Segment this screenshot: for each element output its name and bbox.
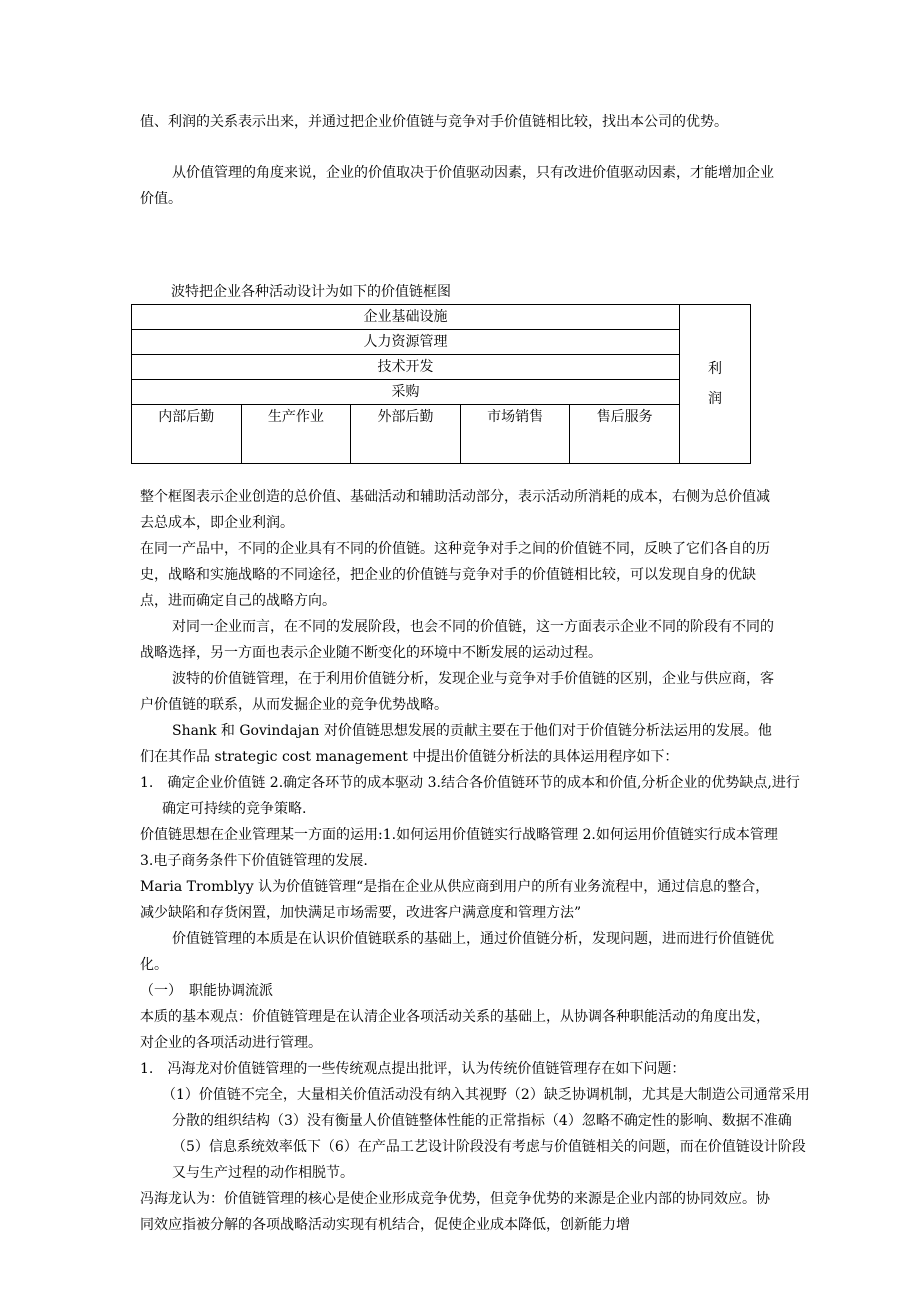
section-heading: （一） 职能协调流派 [140,983,273,999]
paragraph-body-8: Maria Tromblyy 认为价值链管理“是指在企业从供应商到用户的所有业务流程中，通过信息的整合，减少缺陷和存货闲置，加快满足市场需要，改进客户满意度和管理方法” [140,879,770,921]
primary-activity-operations: 生产作业 [241,405,351,464]
paragraph-intro-1: 值、利润的关系表示出来，并通过把企业价值链与竞争对手价值链相比较，找出本公司的优势。 [140,114,728,130]
support-activity-procurement: 采购 [132,380,680,405]
paragraph-body-14: 冯海龙认为：价值链管理的核心是使企业形成竞争优势，但竞争优势的来源是企业内部的协同效应。协同效应指被分解的各项战略活动实现有机结合，促使企业成本降低，创新能力增 [140,1191,770,1233]
primary-activity-inbound: 内部后勤 [132,405,242,464]
paragraph-body-4: 波特的价值链管理，在于利用价值链分析，发现企业与竞争对手价值链的区别，企业与供应商，客户价值链的联系，从而发掘企业的竞争优势战略。 [140,671,774,713]
paragraph-body-3: 对同一企业而言，在不同的发展阶段，也会不同的价值链，这一方面表示企业不同的阶段有不同的战略选择，另一方面也表示企业随不断变化的环境中不断发展的运动过程。 [140,619,774,661]
paragraph-body-11: 本质的基本观点：价值链管理是在认清企业各项活动关系的基础上，从协调各种职能活动的角度出发，对企业的各项活动进行管理。 [140,1009,770,1051]
profit-char-1: 利 [708,361,722,377]
value-chain-table [131,304,751,464]
primary-activity-service: 售后服务 [570,405,680,464]
paragraph-body-1: 整个框图表示企业创造的总价值、基础活动和辅助活动部分，表示活动所消耗的成本，右侧为总价值减去总成本，即企业利润。 [140,489,770,531]
support-activity-infrastructure: 企业基础设施 [132,305,680,330]
support-activity-tech: 技术开发 [132,355,680,380]
paragraph-body-5: Shank 和 Govindajan 对价值链思想发展的贡献主要在于他们对于价值链分析法运用的发展。他们在其作品 strategic cost management 中提出价值链分析法的具体运用程序如下： [140,723,772,765]
paragraph-body-12: 1. 冯海龙对价值链管理的一些传统观点提出批评，认为传统价值链管理存在如下问题： [140,1061,686,1077]
profit-cell [680,305,751,464]
paragraph-body-13: （1）价值链不完全，大量相关价值活动没有纳入其视野（2）缺乏协调机制，尤其是大制造公司通常采用分散的组织结构（3）没有衡量人价值链整体性能的正常指标（4）忽略不确定性的影响、数据不准确（5）信息系统效率低下（6）在产品工艺设计阶段没有考虑与价值链相关的问题，而在价值链设计阶段又与生产过程的动作相脱节。 [162,1087,810,1181]
paragraph-intro-2: 从价值管理的角度来说，企业的价值取决于价值驱动因素，只有改进价值驱动因素，才能增加企业价值。 [140,165,774,207]
figure-caption: 波特把企业各种活动设计为如下的价值链框图 [171,284,451,300]
profit-char-2: 润 [708,391,722,407]
primary-activity-marketing: 市场销售 [460,405,570,464]
paragraph-body-9: 价值链管理的本质是在认识价值链联系的基础上，通过价值链分析，发现问题，进而进行价值链优化。 [140,931,774,973]
paragraph-body-6: 1. 确定企业价值链 2.确定各环节的成本驱动 3.结合各价值链环节的成本和价值,分析企业的优势缺点,进行确定可持续的竞争策略. [140,775,800,817]
primary-activity-outbound: 外部后勤 [351,405,461,464]
paragraph-body-7: 价值链思想在企业管理某一方面的运用:1.如何运用价值链实行战略管理 2.如何运用价值链实行成本管理 3.电子商务条件下价值链管理的发展. [140,827,778,869]
paragraph-body-2: 在同一产品中，不同的企业具有不同的价值链。这种竞争对手之间的价值链不同，反映了它们各自的历史，战略和实施战略的不同途径，把企业的价值链与竞争对手的价值链相比较，可以发现自身的优缺点，进而确定自己的战略方向。 [140,541,770,609]
support-activity-hr: 人力资源管理 [132,330,680,355]
